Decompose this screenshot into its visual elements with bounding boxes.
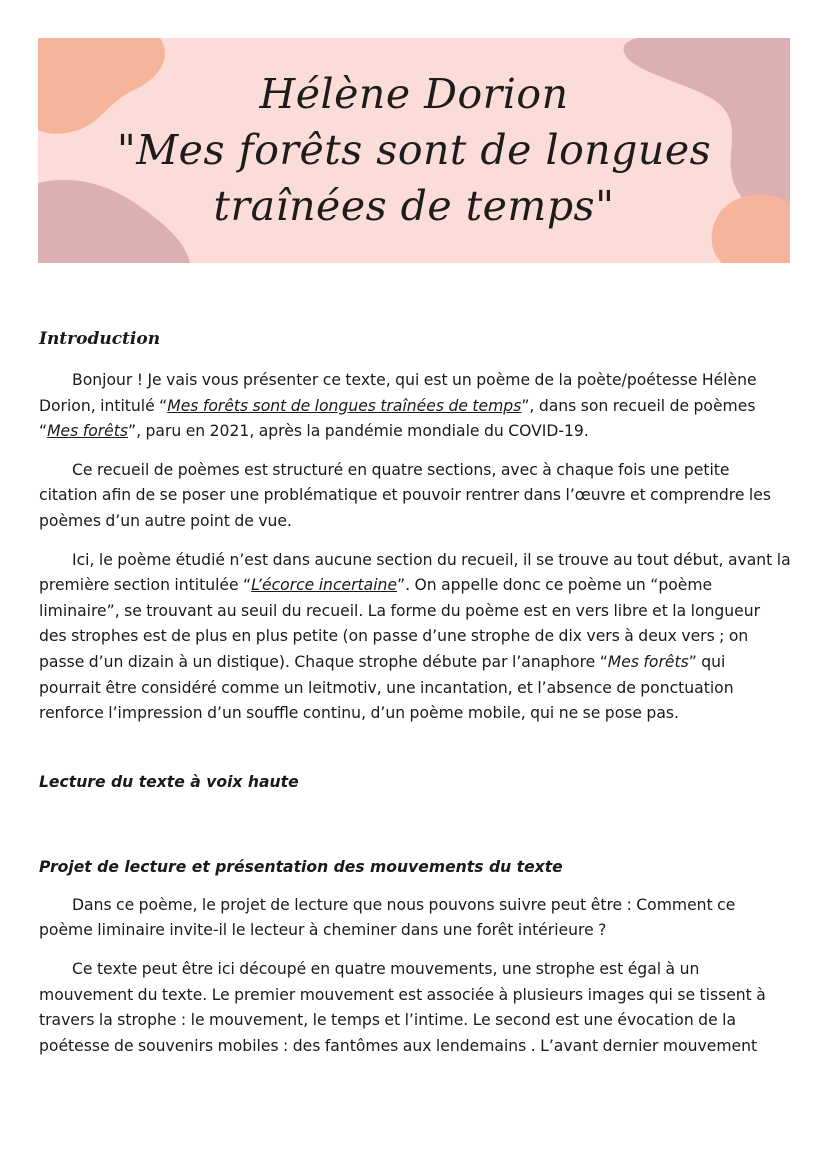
section-title-link: L’écorce incertaine (251, 576, 397, 595)
intro-p1-text-a: Bonjour ! Je vais vous présenter ce texte, qui est un poème de la poète/poétesse Hélène Dorion, intitulé “ (39, 371, 757, 415)
anaphore-text: Mes forêts (607, 652, 689, 671)
projet-paragraph-1: Dans ce poème, le projet de lecture que nous pouvons suivre peut être : Comment ce poème liminaire invite-il le lecteur à cheminer dans une forêt intérieure ? (39, 895, 736, 940)
lecture-heading: Lecture du texte à voix haute (39, 772, 299, 791)
title-banner (38, 38, 790, 263)
intro-p3-text-b: ”. On appelle donc ce poème un “poème liminaire”, se trouvant au seuil du recueil. La forme du poème est en vers libre et la longueur des strophes est de plus en plus petite (on passe d’une strophe de dix vers à deux vers ; on passe d’un dizain à un distique). Chaque strophe débute par l’anaphore “ (39, 576, 761, 671)
projet-paragraph-2: Ce texte peut être ici découpé en quatre mouvements, une strophe est égal à un mouvement du texte. Le premier mouvement est associée à plusieurs images qui se tissent à travers la strophe : le mouvement, le temps et l’intime. Le second est une évocation de la poétesse de souvenirs mobiles : des fantômes aux lendemains . L’avant dernier mouvement (39, 959, 766, 1055)
intro-p1-text-b: ”, dans son recueil de poèmes “ (39, 396, 756, 441)
intro-p3-text-a: Ici, le poème étudié n’est dans aucune section du recueil, il se trouve au tout début, avant la première section intitulée “ (39, 550, 791, 595)
document-body (39, 326, 791, 1072)
projet-heading: Projet de lecture et présentation des mouvements du texte (39, 857, 563, 876)
intro-p3-text-c: ” qui pourrait être considéré comme un leitmotiv, une incantation, et l’absence de ponctuation renforce l’impression d’un souffle continu, d’un poème mobile, qui ne se pose pas. (39, 652, 734, 723)
collection-title-link: Mes forêts (47, 422, 128, 441)
intro-paragraph-2: Ce recueil de poèmes est structuré en quatre sections, avec à chaque fois une petite citation afin de se poser une problématique et pouvoir rentrer dans l’œuvre et comprendre les poèmes d’un autre point de vue. (39, 460, 771, 530)
banner-title-line-author: Hélène Dorion (259, 70, 569, 118)
intro-paragraph-1 (39, 368, 791, 445)
banner-title (38, 66, 790, 234)
poem-title-link: Mes forêts sont de longues traînées de temps (167, 396, 522, 415)
banner-title-line-2: "Mes forêts sont de longues (116, 126, 712, 174)
intro-p1-text-c: ”, paru en 2021, après la pandémie mondiale du COVID-19. (128, 422, 589, 441)
introduction-heading: Introduction (39, 329, 161, 349)
intro-paragraph-3 (39, 548, 791, 727)
banner-title-line-3: traînées de temps" (213, 182, 615, 230)
